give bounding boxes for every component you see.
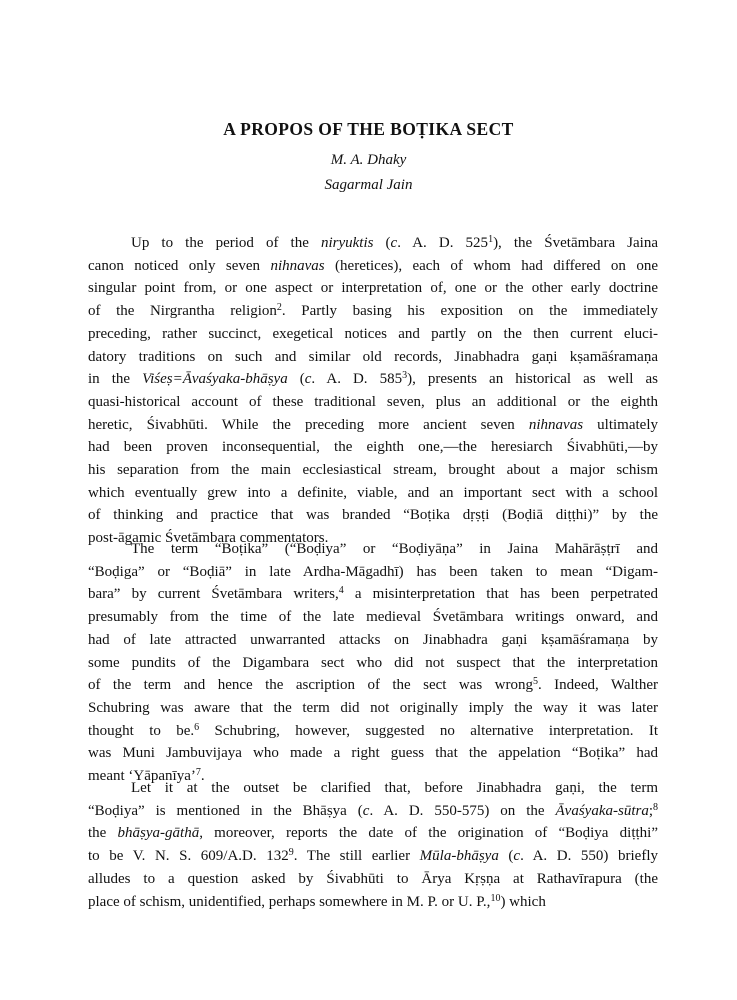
text-line: quasi-historical account of these traditional seven, plus an additional or the eighth <box>88 393 658 410</box>
text-line: of the term and hence the ascription of the sect was wrong$^5$. Indeed, Walther <box>88 676 658 694</box>
body-paragraph <box>88 538 658 788</box>
author-name: Sagarmal Jain <box>324 177 413 193</box>
text-line: alludes to a question asked by Śivabhūti to Ārya Kṛṣṇa at Rathavīrapura (the <box>88 870 658 887</box>
text-line: bara” by current Śvetāmbara writers,$^4$ a misinterpretation that has been perpetrated <box>88 585 658 603</box>
text-line: was Muni Jambuvijaya who made a right guess that the appelation “Boṭika” had <box>88 745 658 762</box>
body-paragraph <box>88 232 658 550</box>
text-line: preceding, rather succinct, exegetical notices and partly on the then current eluci- <box>88 325 658 342</box>
body-paragraph <box>88 777 658 913</box>
text-line: had been proven inconsequential, the eighth one,—the heresiarch Śivabhūti,—by <box>88 439 658 456</box>
text-line: to be V. N. S. 609/A.D. $132^9$. The still earlier Mūla-bhāṣya (c. A. D. 550) briefly <box>88 847 658 865</box>
text-line: Up to the period of the niryuktis (c. A. D. $525^1$), the Śvetāmbara Jaina <box>131 234 659 251</box>
text-line: heretic, Śivabhūti. While the preceding more ancient seven nihnavas ultimately <box>88 416 658 433</box>
text-line: thought to be.$^6$ Schubring, however, suggested no alternative interpretation. It <box>88 721 658 739</box>
text-line: of the Nirgrantha religion$^2$. Partly basing his exposition on the immediately <box>88 302 658 320</box>
text-line: of thinking and practice that was branded “Boṭika dṛṣṭi (Boḍiā diṭṭhi)” by the <box>88 507 658 524</box>
text-line: his separation from the main ecclesiastical stream, brought about a major schism <box>88 462 658 479</box>
text-line: had of late attracted unwarranted attacks on Jinabhadra gaṇi kṣamāśramaṇa by <box>88 631 658 648</box>
text-line: which eventually grew into a definite, viable, and an important sect with a school <box>88 484 658 501</box>
text-line: Let it at the outset be clarified that, before Jinabhadra gaṇi, the term <box>131 780 658 796</box>
text-line: “Boḍiya” is mentioned in the Bhāṣya (c. A. D. 550-575) on the Āvaśyaka-sūtra;$^8$ <box>88 801 658 819</box>
text-line: post-āgamic Śvetāmbara commentators. <box>88 530 329 547</box>
text-line: datory traditions on such and similar old records, Jinabhadra gaṇi kṣamāśramaṇa <box>88 348 658 365</box>
text-line: presumably from the time of the late medieval Śvetāmbara writings onward, and <box>88 609 658 626</box>
text-line: meant ‘Yāpanīya’$^7$. <box>88 767 205 785</box>
article-title: A PROPOS OF THE BOṬIKA SECT <box>223 119 514 139</box>
author-name: M. A. Dhaky <box>330 152 407 168</box>
text-line: place of schism, unidentified, perhaps somewhere in M. P. or U. P.,$^{10}$) which <box>88 892 546 910</box>
text-line: in the Viśeṣ=Āvaśyaka-bhāṣya (c. A. D. $585^3$), presents an historical as well as <box>88 370 658 388</box>
text-line: Schubring was aware that the term did not originally imply the way it was later <box>88 699 658 716</box>
text-line: canon noticed only seven nihnavas (heretices), each of whom had differed on one <box>88 257 658 274</box>
text-line: The term “Boṭika” (“Boḍiya” or “Boḍiyāṇa” in Jaina Mahārāṣṭrī and <box>131 541 658 557</box>
text-line: some pundits of the Digambara sect who did not suspect that the interpretation <box>88 654 658 671</box>
text-line: singular point from, or one aspect or interpretation of, one or the other early doctrine <box>88 280 658 297</box>
text-line: “Boḍiga” or “Boḍiā” in late Ardha-Māgadhī) has been taken to mean “Digam- <box>88 563 658 580</box>
text-line: the bhāṣya-gāthā, moreover, reports the date of the origination of “Boḍiya diṭṭhi” <box>88 825 658 842</box>
